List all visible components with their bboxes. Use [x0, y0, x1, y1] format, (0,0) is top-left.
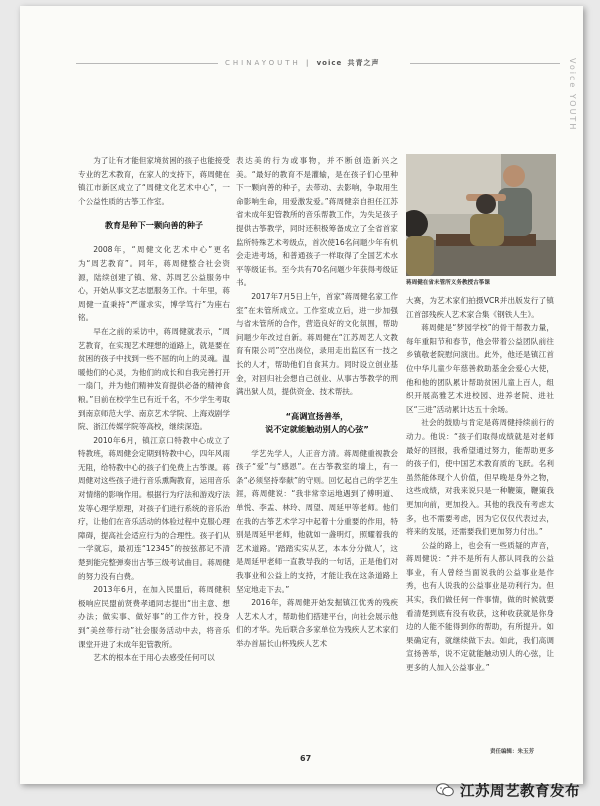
header-section-cn: 共青之声: [347, 59, 380, 67]
paragraph: 表达美的行为或事物，并不断创造新兴之美。“最好的教育不是灌输，是在孩子们心里种下一颗向善的种子，去带动、去影响，争取用生命影响生命，用爱激发爱。”蒋周健亲自担任江苏省未成年犯管教所的音乐帮教工作，为失足孩子提供古筝教学，同时还积极筹备成立了全省首家监所特殊艺术考级点，首次使16名问题少年有机会走进考场，和普通孩子一样取得了全国艺术水平等级证书。至今共有70名问题少年获得考级证书。: [236, 156, 398, 288]
header-brand-name: CHINAYOUTH: [225, 59, 301, 67]
header-separator: |: [306, 59, 312, 67]
section-heading-line-2: 说不定就能触动别人的心弦”: [265, 423, 369, 434]
paragraph: 2010年6月，镇江京口特教中心成立了特教班，蒋周健会定期到特教中心，四年风雨无阻，给特教中心的孩子们免费上古筝课。蒋周健对这些孩子进行音乐熏陶教育，运用音乐对情绪的影响作用。根据行为疗法和游戏疗法发等心理学原理，对孩子们进行系统的音乐治疗，让他们在音乐活动的体验过程中克服心理障碍，提高社会适应行为的合理性。孩子们从一学就忘，最初连“12345”的按弦都记不清楚到能完整弹奏出古筝三级考试曲目。蒋周健的努力没有白费。: [78, 435, 230, 581]
paragraph: 2008年，“周健文化艺术中心”更名为“周艺教育”。同年，蒋周健整合社会资源，陆续创建了镇、常、苏周艺公益服务中心，开始从事文艺志愿服务工作。十年里，蒋周健一直秉持“严谨求实，博学笃行”为座右铭。: [78, 245, 230, 323]
guzheng-lesson-photo: [406, 154, 556, 276]
paragraph: 早在之前的采访中，蒋周健就表示，“周艺教育，在实现艺术理想的道路上，就是要在贫困的孩子中找到一些不屈的向上的灵魂。温暖他们的心灵，为他们的成长和自我完善打开一扇门，并为他们精神发育提供必备的精神食粮。”目前在校学生已有近千名，不少学生考取到南京师范大学、南京艺术学院、上海戏剧学院、浙江传媒学院等高校，继续深造。: [78, 326, 231, 432]
section-heading-kindness: [236, 410, 398, 436]
article-column-3: [406, 294, 554, 675]
watermark: [436, 780, 580, 800]
header-brand: [225, 58, 380, 68]
paragraph: 大赛，为艺术家们拍摄VCR并出版发行了镇江首部残疾人艺术家合集《钢铁人生》。: [406, 296, 554, 319]
magazine-page: [20, 6, 583, 784]
photo-caption: 蒋周健在省未管所义务教授古筝课: [406, 280, 490, 286]
section-heading-seed: 教育是种下一颗向善的种子: [104, 220, 204, 231]
article-photo: [406, 154, 556, 276]
page-header: [20, 56, 583, 70]
section-heading-line-1: “高调宣扬善举，: [285, 410, 349, 421]
article-column-2: [236, 154, 398, 651]
paragraph: 蒋周健是“梦园学校”的骨干帮教力量，每年重阳节和春节，他会带着公益团队前往乡镇敬老院慰问演出。此外，他还是镇江首位中华儿童少年慈善救助基金会爱心大使，他和他的团队累计帮助贫困儿童上百人，组织开展高雅艺术进校园、进养老院、进社区“三进”活动累计达五十余场。: [406, 323, 554, 414]
header-rule-right: [410, 63, 560, 64]
paragraph: 艺术的根本在于用心去感受任何可以: [93, 653, 215, 663]
editor-credit: 责任编辑：朱玉芳: [490, 749, 535, 755]
article-column-1: [78, 154, 230, 665]
watermark-text: 江苏周艺教育发布: [460, 783, 580, 800]
wechat-icon: [436, 783, 454, 797]
paragraph: 2016年，蒋周健开始发掘镇江优秀的残疾人艺术人才，帮助他们搭建平台，向社会展示他们的才华。先后联合多家单位为残疾人艺术家们举办首届长山杯残疾人艺术: [236, 598, 398, 648]
paragraph: 公益的路上，也会有一些质疑的声音，蒋周健说：“并不是所有人都认同我的公益事业，有人曾经当面说我的公益事业是作秀，也有人说我的公益事业是功利行为。但其实，我们做任何一件事情，做的时候就要看清楚到底有没有收获，这种收获就是你身边的人能不能得到你的帮助，有所提升。如果确定有，就继续做下去。如此，我们高调宣扬善举，说不定就能触动别人的心弦，让更多的人加入公益事业。”: [406, 540, 554, 673]
page-number: 67: [300, 754, 312, 763]
vertical-section-label: Voice YOUTH: [568, 58, 577, 132]
paragraph: 2017年7月5日上午，首家“蒋周健名家工作室”在未管所成立。工作室成立后，进一步加强与省未管所的合作，营造良好的文化氛围，帮助问题少年改过自新。蒋周健在“江苏周艺人文教育有限公司”空出岗位，录用走出监区有一技之长的人才，帮助他们自食其力。同时设立创业基金，对回归社会想自己创业、从事古筝教学的刑满出狱人员，提供资金、技术帮扶。: [236, 291, 399, 397]
paragraph: 2013年6月，在加入民盟后，蒋周健积极响应民盟前贤费孝通同志提出“出主意、想办法；做实事、做好事”的工作方针，投身到“美丝带行动”社会服务活动中去，将音乐课堂开进了未成年犯管教所。: [78, 585, 230, 649]
paragraph: 为了让有才能但家境贫困的孩子也能接受专业的艺术教育，在家人的支持下，蒋周健在镇江市新区成立了“周健文化艺术中心”，一个公益性质的古筝工作室。: [78, 156, 230, 206]
paragraph: 学艺先学人，人正音方清。蒋周健重视教会孩子“爱”与“感恩”。在古筝教室的墙上，有一条“必须坚持奉献”的守则。回忆起自己的学艺生涯，蒋周健说：“我非常幸运地遇到了傅明道、单悦、李盂、林玲、周望、周延甲等老师。他们在我的古筝艺术学习中起着十分重要的作用，特别是周延甲老师，他就如一盏明灯，照耀着我的艺术道路。‘踏踏实实从艺，本本分分做人’，这是周延甲老师一直教导我的一句话，正是他们对我事业和公益上的支持，才能让我在这条道路上坚定地走下去。”: [236, 448, 398, 594]
header-rule-left: [76, 63, 218, 64]
paragraph: 社会的鼓励与肯定是蒋周健持续前行的动力。他说：“孩子们取得成绩就是对老师最好的回报，我希望通过努力，能帮助更多的孩子们，使中国艺术教育质的飞跃。名利虽然能体现个人价值，但早晚是身外之物，这些成绩，对我来说只是一种鞭策，鞭策我更加向前，更加投入。其他的我没有考虑太多，也不需要考虑，因为它仅仅代表过去，将来的发展，还需要我们更加努力付出。”: [406, 418, 554, 537]
header-section-en: voice: [316, 59, 343, 67]
